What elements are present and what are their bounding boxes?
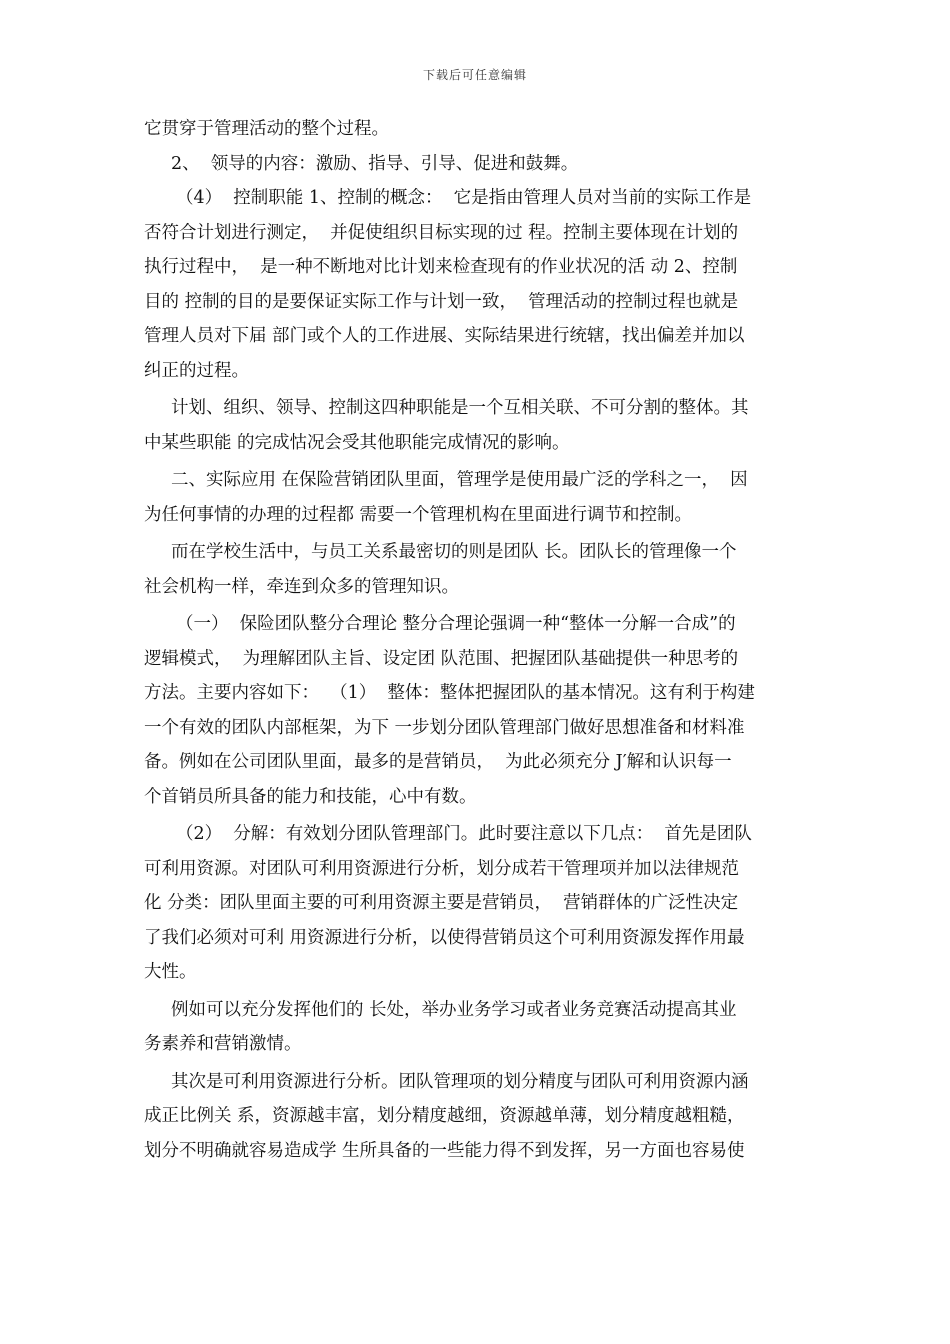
page-header-note: 下载后可任意编辑 [422,68,527,82]
text-line: 它贯穿于管理活动的整个过程。 [144,119,389,139]
text-line: 划分不明确就容易造成学 生所具备的一些能力得不到发挥，另一方面也容易使 [144,1140,745,1161]
text-line: 个首销员所具备的能力和技能，心中有数。 [144,786,477,807]
text-line: 社会机构一样，牵连到众多的管理知识。 [144,576,459,597]
text-line: 否符合计划进行测定， 并促使组织目标实现的过 程。控制主要体现在计划的 [144,222,739,243]
text-line: 目的 控制的目的是要保证实际工作与计划一致， 管理活动的控制过程也就是 [144,291,739,312]
text-line: 例如可以充分发挥他们的 长处，举办业务学习或者业务竞赛活动提高其业 [171,999,737,1020]
document-body [144,112,808,1168]
text-line: （4） 控制职能 1、控制的概念： 它是指由管理人员对当前的实际工作是 [176,188,752,208]
text-line: 中某些职能 的完成怙况会受其他职能完成情况的影响。 [144,432,570,453]
text-line: 备。例如在公司团队里面，最多的是营销员， 为此必须充分 J′解和认识每一 [144,752,732,772]
text-line: （一） 保险团队整分合理论 整分合理论强调一种“整体一分解一合成”的 [176,614,736,634]
text-line: 成正比例关 系，资源越丰富，划分精度越细，资源越单薄，划分精度越粗糙， [144,1106,745,1126]
text-line: 执行过程中， 是一种不断地对比计划来检查现有的作业状况的活 动 2、控制 [144,257,738,277]
text-line: 可利用资源。对团队可利用资源进行分析，划分成若干管理项并加以法律规范 [144,858,739,879]
text-line: 管理人员对下届 部门或个人的工作进展、实际结果进行统辖，找出偏差并加以 [144,326,745,346]
text-line: 二、实际应用 在保险营销团队里面，管理学是使用最广泛的学科之一， 因 [171,470,748,490]
text-line: 方法。主要内容如下： （1） 整体：整体把握团队的基本情况。这有利于构建 [144,683,755,703]
text-line: 逻辑模式， 为理解团队主旨、设定团 队范围、把握团队基础提供一种思考的 [144,648,739,669]
text-line: （2） 分解：有效划分团队管理部门。此时要注意以下几点： 首先是团队 [176,824,752,844]
text-line: 纠正的过程。 [144,360,249,381]
text-line: 一个有效的团队内部框架，为下 一步划分团队管理部门做好思想准备和材料准 [144,717,745,738]
text-line: 化 分类：团队里面主要的可利用资源主要是营销员， 营销群体的广泛性决定 [144,893,739,913]
text-line: 了我们必须对可利 用资源进行分析，以使得营销员这个可利用资源发挥作用最 [144,927,745,948]
text-line: 大性。 [144,962,197,982]
text-line: 而在学校生活中，与员工关系最密切的则是团队 长。团队长的管理像一个 [171,542,737,562]
text-line: 其次是可利用资源进行分析。团队管理项的划分精度与团队可利用资源内涵 [171,1071,749,1092]
text-line: 计划、组织、领导、控制这四种职能是一个互相关联、不可分割的整体。其 [171,398,749,418]
text-line: 为任何事情的办理的过程都 需要一个管理机构在里面进行调节和控制。 [144,504,693,525]
text-line: 2、 领导的内容：激励、指导、引导、促进和鼓舞。 [171,153,579,174]
text-line: 务素养和营销激情。 [144,1034,302,1054]
